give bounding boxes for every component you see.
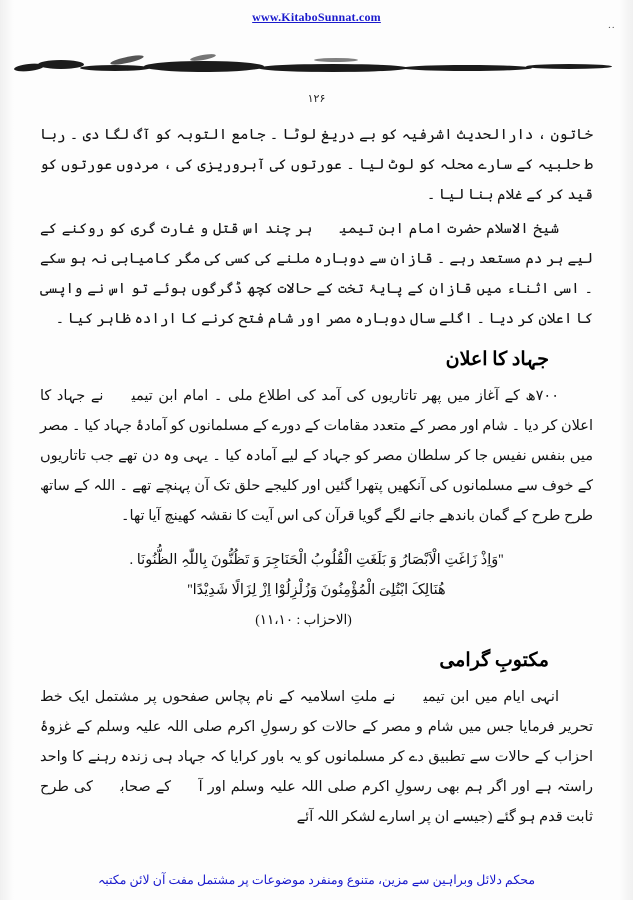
quote-line-2: ھُنَالِکَ ابْتُلِیَ الْمُؤْمِنُونَ وَزُلْزِلُوْا اِزْ لِزَالًا شَدِیْدًا'' (187, 582, 446, 598)
paragraph: خاتون ، دارالحدیث اشرفیہ کو بے دریغ لوٹا ۔ جامع التوبہ کو آگ لگا دی ۔ ربا ط حلبیہ کے سارے محلہ کو لوٹ لیا ۔ عورتوں کی آبروریزی کی ، مردوں عورتوں کو قید کر کے غلام بنا لیا ۔ (40, 127, 593, 203)
page-body (40, 120, 593, 842)
paragraph-group-2 (40, 381, 593, 531)
footer-note: محکم دلائل وبراہین سے مزین، متنوع ومنفرد موضوعات پر مشتمل مفت آن لائن مکتبہ (97, 873, 536, 887)
page-number: ۱۲۶ (307, 93, 326, 105)
quote-reference: (الاحزاب : ۱۱،۱۰) (255, 612, 352, 627)
paragraph-group-1 (40, 120, 593, 334)
scan-smudge-band (14, 52, 614, 80)
section-heading-letter: مکتوبِ گرامی (439, 650, 549, 671)
paragraph: ۷۰۰ھ کے آغاز میں پھر تاتاریوں کی آمد کی اطلاع ملی ۔ امام ابن تیمیہؒ نے جہاد کا اعلان کر دیا ۔ شام اور مصر کے متعدد مقامات کے دورے کے مسلمانوں کو آمادۂ جہاد کیا ۔ مصر میں بنفس نفیس جا کر سلطان مصر کو جہاد کے لیے آمادہ کیا ۔ یہی وہ دن تھے جب تاتاریوں کے خوف سے مسلمانوں کی آنکھیں پتھرا گئیں اور کلیجے حلق تک آن پہنچے تھے ۔ اللہ کے ساتھ طرح طرح کے گمان باندھے جانے لگے گویا قرآن کی اس آیت کا نقشہ کھینچ آیا تھا۔ (40, 388, 593, 524)
page-edge-shadow-right (619, 0, 633, 900)
paragraph: شیخ الاسلام حضرت امام ابن تیمیہؒ ہر چند اس قتل و غارت گری کو روکنے کے لیے ہر دم مستعد رہے ۔ قازان سے دوبارہ ملنے کی کسی کی مگر کامیابی نہ ہو سکے ۔ اسی اثناء میں قازان کے پایۂ تخت کے حالات کچھ ڈگرگوں ہوئے تو اس نے واپسی کا اعلان کر دیا ۔ اگلے سال دوبارہ مصر اور شام فتح کرنے کا ارادہ ظاہر کیا ۔ (40, 221, 593, 327)
corner-scan-mark: ·· (607, 22, 615, 34)
section-heading-jihad-announcement: جہاد کا اعلان (445, 349, 549, 370)
site-link[interactable]: www.KitaboSunnat.com (252, 10, 381, 24)
quote-line-1: ''وَاِذْ زَاغَتِ الْاَبْصَارُ وَ بَلَغَتِ الْقُلُوبُ الْحَنَاجِرَ وَ تَظُنُّونَ بِاللّٰہِ الظُّنُونَا . (129, 552, 504, 568)
paragraph: انہی ایام میں ابن تیمیہؒ نے ملتِ اسلامیہ کے نام پچاس صفحوں پر مشتمل ایک خط تحریر فرمایا جس میں شام و مصر کے حالات کو رسولِ اکرم صلی اللہ علیہ وسلم کے غزوۂ احزاب کے حالات سے تطبیق دے کر مسلمانوں کو یہ باور کرایا کہ جہاد ہی زندہ رہنے کا واحد راستہ ہے اور اگر ہم بھی رسولِ اکرم صلی اللہ علیہ وسلم اور آپؐ کے صحابہؓ کی طرح ثابت قدم ہو گئے (جیسے ان پر اسارے لشکر اللہ آئے (40, 689, 593, 825)
paragraph-group-3 (40, 682, 593, 832)
quran-quote (56, 545, 577, 635)
page-edge-shadow-left (0, 0, 14, 900)
